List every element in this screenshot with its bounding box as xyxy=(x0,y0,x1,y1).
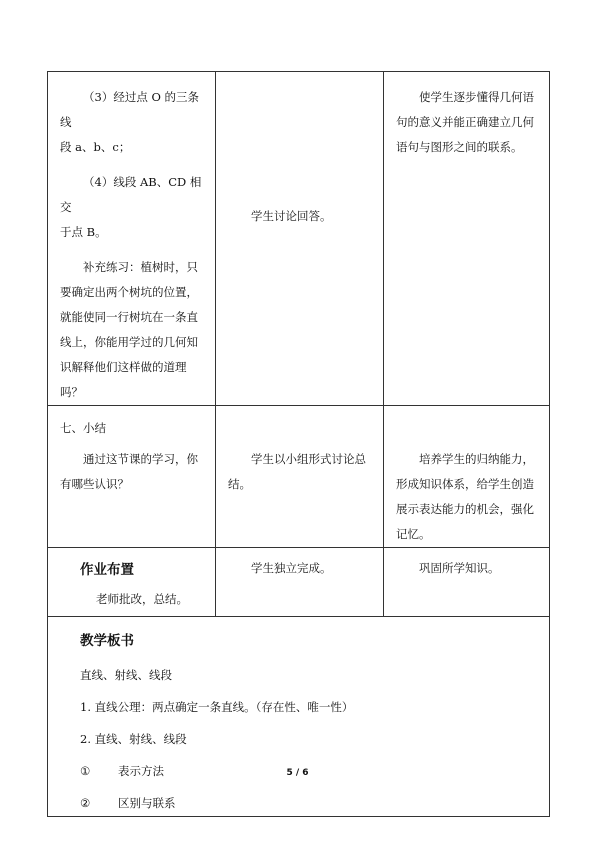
text-line: 结。 xyxy=(228,477,251,491)
text-line: 2. 直线、射线、线段 xyxy=(80,732,187,746)
row2-teaching-content xyxy=(48,406,216,548)
text-line: 培养学生的归纳能力， xyxy=(419,452,534,466)
text-line: 使学生逐步懂得几何语 xyxy=(419,90,534,104)
text-line: 句的意义并能正确建立几何 xyxy=(396,115,534,129)
item-number: ② xyxy=(80,796,91,810)
text-line: 老师批改，总结。 xyxy=(96,592,188,606)
row3-student-activity xyxy=(216,548,384,617)
row1-teaching-content xyxy=(48,72,216,406)
text-line: 巩固所学知识。 xyxy=(419,561,500,575)
row3-design-intent xyxy=(384,548,550,617)
row1-design-intent xyxy=(384,72,550,406)
board-writing-cell xyxy=(48,617,550,817)
text-line: 于点 B。 xyxy=(60,225,107,239)
item-text: 表示方法 xyxy=(118,764,164,778)
row3-homework xyxy=(48,548,216,617)
text-line: 吗？ xyxy=(60,385,83,399)
table-row xyxy=(48,406,550,548)
text-line: 通过这节课的学习，你 xyxy=(83,452,198,466)
page-number: 5 / 6 xyxy=(286,768,309,778)
text-line: 形成知识体系，给学生创造 xyxy=(396,477,534,491)
section-title: 七、小结 xyxy=(60,421,106,435)
text-line: 就能使同一行树坑在一条直 xyxy=(60,310,198,324)
text-line: 补充练习：植树时，只 xyxy=(83,260,198,274)
text-line: 记忆。 xyxy=(396,527,431,541)
text-line: （4）线段 AB、CD 相交 xyxy=(60,175,202,214)
row2-design-intent xyxy=(384,406,550,548)
text-line: 段 a、b、c； xyxy=(60,140,131,154)
table-row xyxy=(48,72,550,406)
text-line: 线上，你能用学过的几何知 xyxy=(60,335,198,349)
table-row xyxy=(48,617,550,817)
text-line: 1. 直线公理：两点确定一条直线。（存在性、唯一性） xyxy=(80,700,354,714)
text-line: 有哪些认识？ xyxy=(60,477,129,491)
text-line: 学生讨论回答。 xyxy=(251,209,332,223)
item-number: ① xyxy=(80,764,91,778)
text-line: 学生独立完成。 xyxy=(251,561,332,575)
text-line: 要确定出两个树坑的位置， xyxy=(60,285,198,299)
text-line: 识解释他们这样做的道理 xyxy=(60,360,187,374)
list-item xyxy=(80,791,541,816)
text-line: 语句与图形之间的联系。 xyxy=(396,140,523,154)
homework-title: 作业布置 xyxy=(80,562,134,578)
text-line: （3）经过点 O 的三条线 xyxy=(60,90,200,129)
board-title: 教学板书 xyxy=(80,633,134,649)
item-text: 区别与联系 xyxy=(118,796,176,810)
text-line: 展示表达能力的机会，强化 xyxy=(396,502,534,516)
text-line: 直线、射线、线段 xyxy=(80,668,172,682)
lesson-plan-table xyxy=(47,71,550,817)
table-row xyxy=(48,548,550,617)
row1-student-activity xyxy=(216,72,384,406)
row2-student-activity xyxy=(216,406,384,548)
text-line: 学生以小组形式讨论总 xyxy=(251,452,366,466)
